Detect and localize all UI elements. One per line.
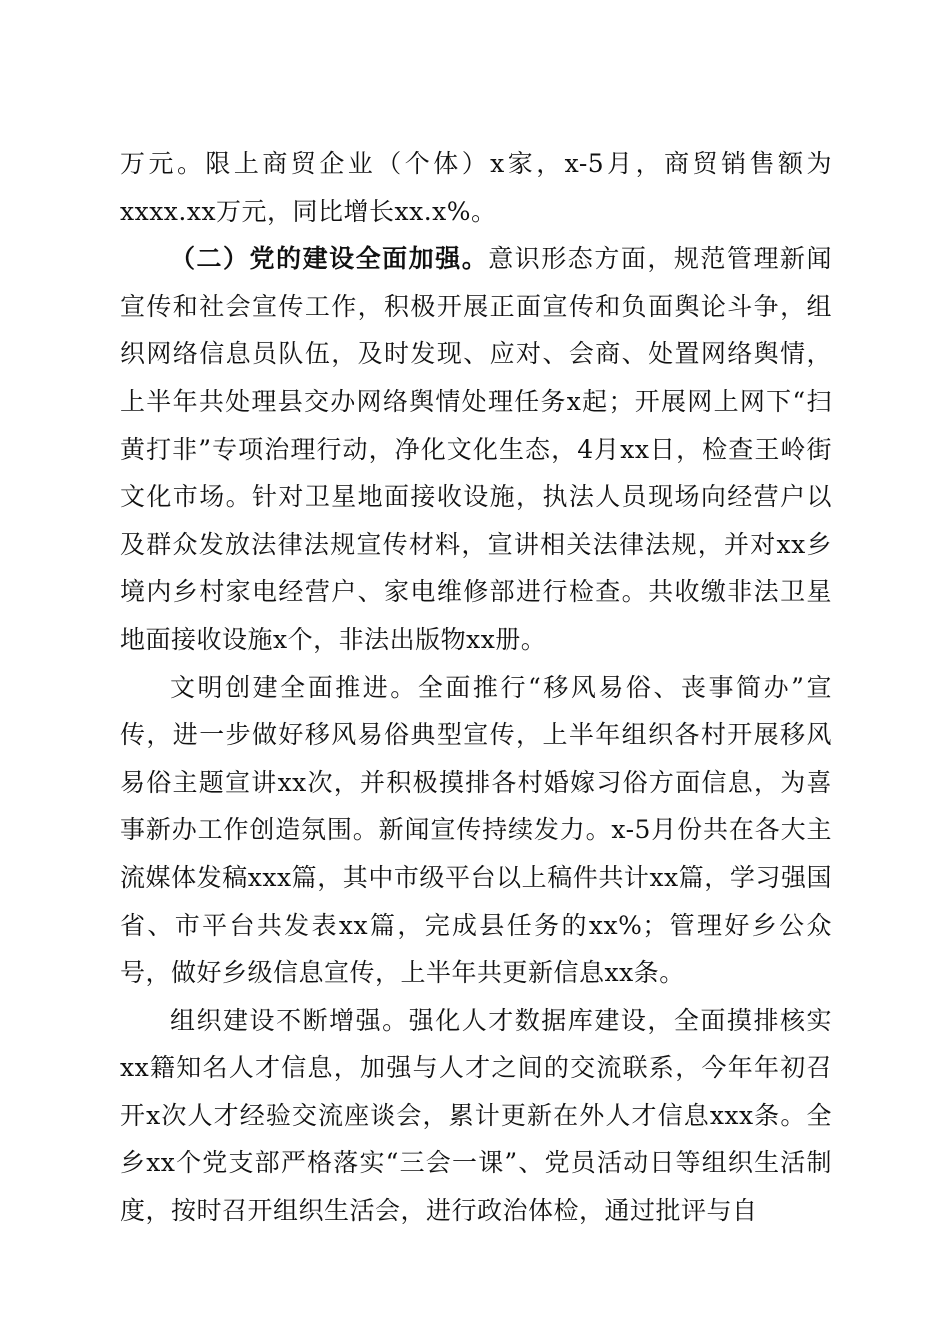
paragraph-1-text: 万元。限上商贸企业（个体）x家，x-5月，商贸销售额为xxxx.xx万元，同比增长xx.x%。 <box>120 149 832 226</box>
paragraph-3-text: 文明创建全面推进。全面推行“移风易俗、丧事简办”宣传，进一步做好移风易俗典型宣传，上半年组织各村开展移风易俗主题宣讲xx次，并积极摸排各村婚嫁习俗方面信息，为喜事新办工作创造氛围。新闻宣传持续发力。x-5月份共在各大主流媒体发稿xxx篇，其中市级平台以上稿件共计xx篇，学习强国省、市平台共发表xx篇，完成县任务的xx%；管理好乡公众号，做好乡级信息宣传，上半年共更新信息xx条。 <box>120 672 832 988</box>
paragraph-3 <box>120 664 832 997</box>
paragraph-2-text: 意识形态方面，规范管理新闻宣传和社会宣传工作，积极开展正面宣传和负面舆论斗争，组织网络信息员队伍，及时发现、应对、会商、处置网络舆情，上半年共处理县交办网络舆情处理任务x起；开展网上网下“扫黄打非”专项治理行动，净化文化生态，4月xx日，检查王岭街文化市场。针对卫星地面接收设施，执法人员现场向经营户以及群众发放法律法规宣传材料，宣讲相关法律法规，并对xx乡境内乡村家电经营户、家电维修部进行检查。共收缴非法卫星地面接收设施x个，非法出版物xx册。 <box>120 244 832 654</box>
paragraph-4-text: 组织建设不断增强。强化人才数据库建设，全面摸排核实xx籍知名人才信息，加强与人才之间的交流联系，今年年初召开x次人才经验交流座谈会，累计更新在外人才信息xxx条。全乡xx个党支部严格落实“三会一课”、党员活动日等组织生活制度，按时召开组织生活会，进行政治体检，通过批评与自 <box>120 1005 832 1226</box>
paragraph-4 <box>120 997 832 1235</box>
section-heading-party-building: （二）党的建设全面加强。 <box>170 244 489 274</box>
paragraph-2 <box>120 235 832 663</box>
document-body <box>120 140 832 1235</box>
paragraph-1 <box>120 140 832 235</box>
